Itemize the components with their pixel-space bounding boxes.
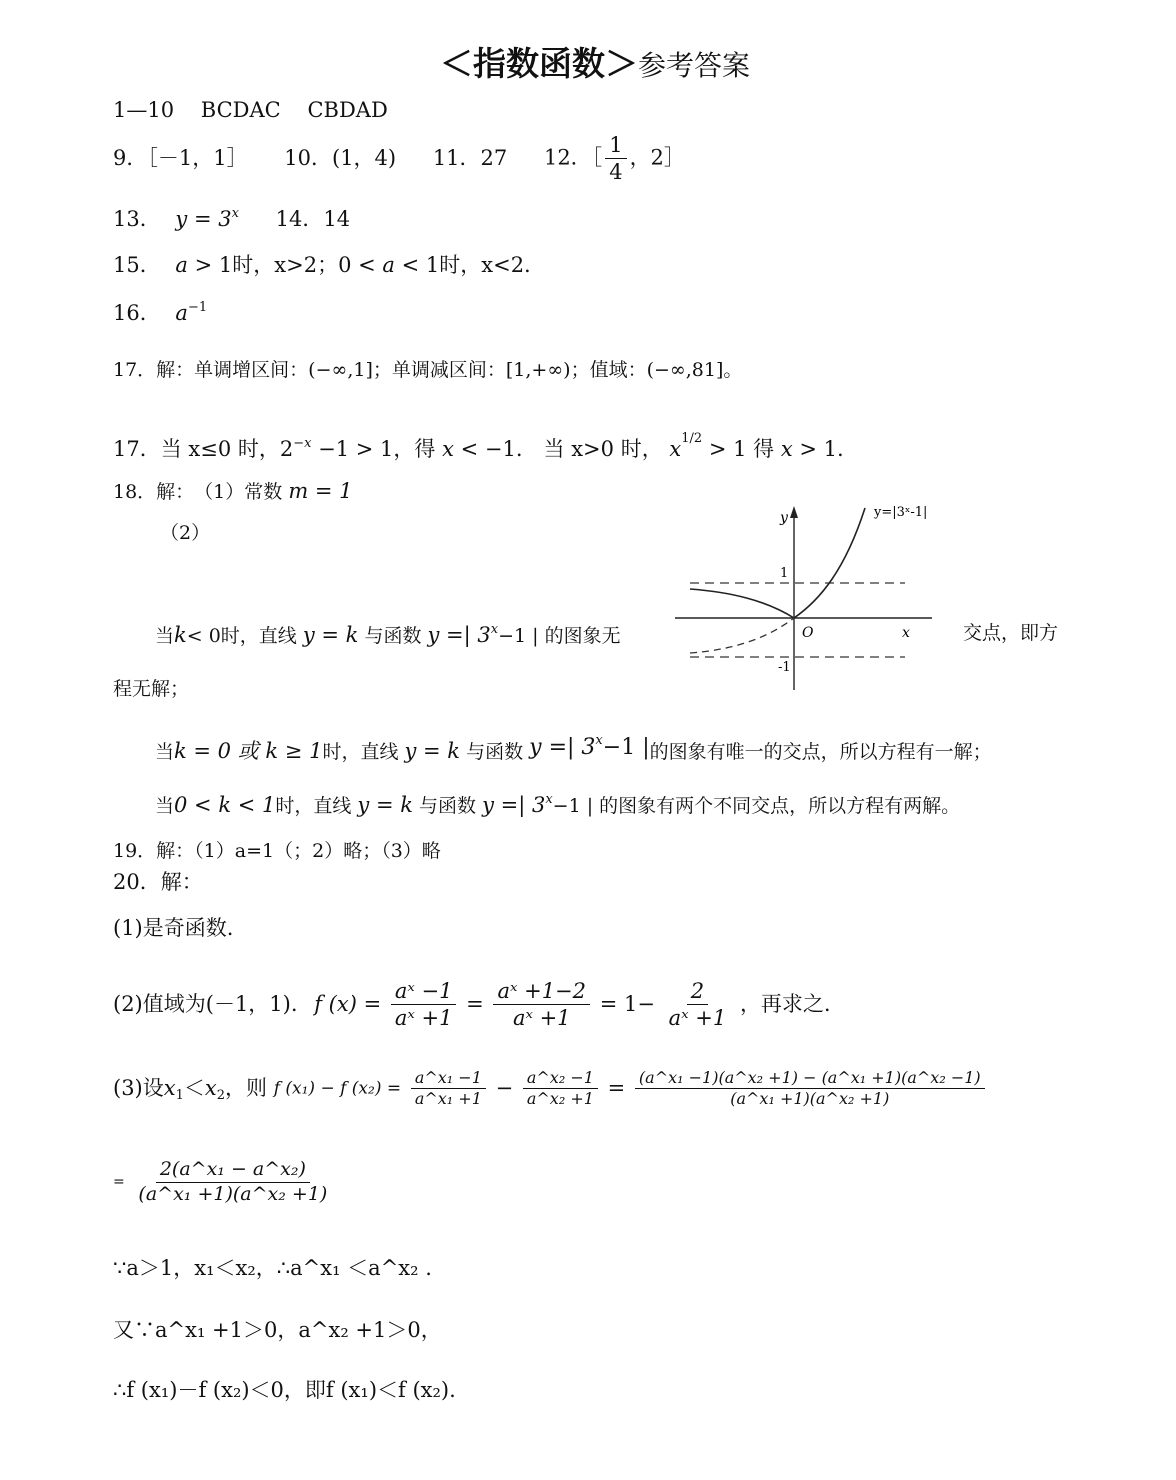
answer-13-expr: y = 3 bbox=[175, 207, 232, 231]
p3-lt: ＜ bbox=[183, 1075, 205, 1100]
p3-fraction-1 bbox=[411, 1068, 486, 1109]
case2-text5: 的图象有唯一的交点，所以方程有一解； bbox=[649, 741, 992, 763]
q18-part2-label: （2） bbox=[160, 522, 211, 544]
mc-range: 1—10 bbox=[113, 98, 175, 122]
answer-15-label: 15． bbox=[113, 253, 161, 277]
p2-f3-den: aˣ +1 bbox=[668, 1006, 727, 1031]
p3-f3-num: (a^x₁ −1)(a^x₂ +1) − (a^x₁ +1)(a^x₂ −1) bbox=[635, 1068, 985, 1089]
answer-16-label: 16． bbox=[113, 301, 161, 325]
case3-sup: x bbox=[545, 792, 553, 807]
answer-17b-sup1: −x bbox=[293, 436, 312, 451]
q18-case2 bbox=[155, 733, 992, 764]
p2-f1-num: aˣ −1 bbox=[391, 978, 457, 1005]
answer-line-17b bbox=[113, 431, 844, 462]
mc-group-1: BCDAC bbox=[200, 98, 281, 122]
answer-11: 11．27 bbox=[432, 146, 508, 171]
p3-x2: x bbox=[204, 1075, 217, 1100]
graph-neg-one-label: -1 bbox=[778, 660, 791, 675]
case1-text1: 当 bbox=[155, 625, 175, 647]
answer-line-15 bbox=[113, 253, 531, 278]
answer-16-a: a bbox=[175, 301, 188, 325]
answer-19: 19．解：（1）a=1（；2）略；（3）略 bbox=[113, 840, 441, 862]
answer-20-label: 20．解： bbox=[113, 870, 203, 894]
answer-17b-x1: x bbox=[442, 437, 454, 461]
answer-17b-text5: > 1. bbox=[799, 437, 844, 461]
p3-fraction-2 bbox=[523, 1068, 598, 1109]
answer-20-p1-text: (1)是奇函数. bbox=[113, 916, 234, 940]
case3-text1: 当 bbox=[155, 795, 175, 817]
answer-17b-text4: > 1 得 bbox=[708, 437, 775, 461]
answer-20-p2 bbox=[113, 978, 831, 1032]
case1-text4: −1 | 的图象无 bbox=[498, 625, 621, 647]
p3-text1: (3)设 bbox=[113, 1075, 164, 1100]
case3-text4: −1 | 的图象有两个不同交点，所以方程有两解。 bbox=[552, 795, 961, 817]
case1-k: k bbox=[174, 623, 187, 647]
case1-cont-text: 程无解； bbox=[113, 678, 190, 700]
case2-text1: 当 bbox=[155, 741, 175, 763]
p3-f2-num: a^x₂ −1 bbox=[523, 1068, 598, 1089]
p2-text1: (2)值域为(－1，1). bbox=[113, 992, 298, 1017]
answer-15-text2: < 1时，x<2. bbox=[401, 253, 531, 277]
q18-part2 bbox=[160, 522, 210, 545]
q18-graph bbox=[670, 500, 950, 695]
p2-fraction-3 bbox=[665, 978, 731, 1032]
q18-label: 18．解： （1）常数 bbox=[113, 481, 283, 503]
answer-20-p5 bbox=[113, 1256, 432, 1281]
p3-f1-num: a^x₁ −1 bbox=[411, 1068, 486, 1089]
case1-text3: 与函数 bbox=[364, 625, 422, 647]
p4-eq: = bbox=[113, 1173, 125, 1190]
p3-sub2: 2 bbox=[216, 1088, 225, 1103]
answer-line-13-14 bbox=[113, 206, 350, 232]
answer-17b-text1: 17．当 x≤0 时，2 bbox=[113, 437, 294, 461]
mc-group-2: CBDAD bbox=[307, 98, 388, 122]
p2-fraction-1 bbox=[391, 978, 457, 1032]
answer-17b-text2: −1 > 1，得 bbox=[318, 437, 436, 461]
answer-13-sup: x bbox=[231, 206, 239, 221]
p5-text: ∵a＞1，x₁＜x₂，∴a^x₁ ＜a^x₂ . bbox=[113, 1256, 432, 1280]
p2-eq2: = 1− bbox=[599, 992, 655, 1017]
answer-14: 14．14 bbox=[275, 207, 351, 231]
case1-line: y = k bbox=[302, 623, 359, 647]
q18-case1 bbox=[155, 622, 621, 648]
title-bold: ＜指数函数＞ bbox=[440, 44, 638, 83]
case2-text2: 时，直线 bbox=[322, 741, 399, 763]
answer-line-16 bbox=[113, 300, 207, 326]
p3-eq: = bbox=[607, 1075, 626, 1100]
graph-origin-label: O bbox=[802, 625, 814, 641]
p3-f1-den: a^x₁ +1 bbox=[414, 1089, 482, 1108]
case1-sup: x bbox=[490, 622, 499, 637]
answer-13-label: 13． bbox=[113, 207, 161, 231]
p6-text: 又∵a^x₁ +1＞0，a^x₂ +1＞0， bbox=[113, 1318, 442, 1342]
answer-line-mc bbox=[113, 98, 388, 123]
p4-fraction bbox=[134, 1158, 331, 1207]
answer-12-prefix: 12．［ bbox=[543, 145, 603, 170]
answer-line-19 bbox=[113, 840, 441, 863]
q18-m-expr: m = 1 bbox=[288, 479, 353, 503]
case3-line: y = k bbox=[357, 793, 413, 817]
case3-text2: 时，直线 bbox=[275, 795, 352, 817]
case2-text3: 与函数 bbox=[466, 741, 524, 763]
answer-line-9-12 bbox=[113, 132, 685, 186]
curve-right bbox=[794, 508, 865, 618]
curve-left bbox=[690, 589, 794, 618]
graph-one-label: 1 bbox=[780, 566, 789, 581]
answer-20-p3 bbox=[113, 1068, 988, 1109]
p4-den: (a^x₁ +1)(a^x₂ +1) bbox=[138, 1182, 328, 1205]
p3-fraction-3 bbox=[635, 1068, 985, 1109]
case3-text3: 与函数 bbox=[419, 795, 477, 817]
q18-case1-right bbox=[963, 622, 1058, 645]
answer-16-sup: −1 bbox=[187, 300, 208, 315]
q18-case1-cont bbox=[113, 678, 189, 701]
p3-minus: − bbox=[495, 1075, 514, 1100]
case1-text2: < 0时，直线 bbox=[186, 625, 297, 647]
graph-y-label: y bbox=[780, 510, 788, 526]
answer-15-b: a bbox=[382, 253, 395, 277]
case1-right-text: 交点，即方 bbox=[963, 622, 1059, 644]
answer-12-den: 4 bbox=[609, 160, 623, 185]
answer-17b-x2: x bbox=[669, 437, 682, 461]
p2-f2-num: aˣ +1−2 bbox=[493, 978, 590, 1005]
answer-20-p6 bbox=[113, 1318, 442, 1343]
answer-17b-text3: < −1. 当 x>0 时， bbox=[460, 437, 663, 461]
answer-12 bbox=[544, 132, 685, 186]
p2-f2-den: aˣ +1 bbox=[512, 1006, 571, 1031]
answer-17b-x3: x bbox=[780, 437, 793, 461]
p3-lhs: f (x₁) − f (x₂) = bbox=[273, 1078, 402, 1099]
case3-fn: y =| 3 bbox=[482, 793, 546, 817]
case2-text4: −1 | bbox=[602, 735, 650, 760]
q18-label-line bbox=[113, 479, 353, 504]
case2-sup: x bbox=[595, 733, 603, 748]
p2-text2: ，再求之. bbox=[739, 992, 831, 1017]
answer-12-num: 1 bbox=[605, 132, 626, 159]
page-title bbox=[440, 44, 750, 84]
curve-dashed bbox=[690, 618, 794, 653]
case3-cond: 0 < k < 1 bbox=[174, 793, 276, 817]
q18-case3 bbox=[155, 792, 960, 818]
answer-17a: 17．解：单调增区间：(−∞,1]；单调减区间：[1,+∞)；值域：(−∞,81]。 bbox=[113, 359, 743, 381]
p2-f1-den: aˣ +1 bbox=[394, 1006, 453, 1031]
answer-15-a: a bbox=[175, 253, 188, 277]
case2-fn: y =| 3 bbox=[529, 735, 596, 760]
p2-eq1: = bbox=[466, 992, 484, 1017]
answer-20-p1 bbox=[113, 916, 233, 941]
case2-cond: k = 0 或 k ≥ 1 bbox=[174, 739, 323, 763]
p3-x1: x bbox=[163, 1075, 176, 1100]
case2-line: y = k bbox=[404, 739, 461, 763]
answer-9: 9．［－1，1］ bbox=[113, 146, 248, 171]
title-normal: 参考答案 bbox=[638, 49, 751, 82]
y-axis-arrow-icon bbox=[790, 506, 798, 518]
p3-then: ，则 bbox=[225, 1075, 267, 1100]
graph-curve-label: y=|3ˣ-1| bbox=[874, 505, 928, 520]
answer-20-p4 bbox=[113, 1158, 334, 1207]
graph-x-label: x bbox=[902, 625, 910, 641]
p2-fraction-2 bbox=[493, 978, 590, 1032]
answer-line-20 bbox=[113, 870, 203, 895]
p3-sub1: 1 bbox=[175, 1088, 184, 1103]
answer-10: 10．(1，4) bbox=[284, 146, 397, 171]
p2-fx: f (x) = bbox=[314, 992, 382, 1017]
p2-f3-num: 2 bbox=[687, 978, 708, 1005]
answer-12-suffix: ，2］ bbox=[629, 145, 685, 170]
p4-num: 2(a^x₁ − a^x₂) bbox=[156, 1158, 310, 1183]
answer-20-p7 bbox=[113, 1378, 456, 1403]
answer-12-fraction bbox=[605, 132, 626, 186]
p3-f3-den: (a^x₁ +1)(a^x₂ +1) bbox=[730, 1089, 890, 1108]
answer-line-17a bbox=[113, 359, 742, 382]
answer-15-text1: > 1时，x>2；0 < bbox=[194, 253, 376, 277]
p3-f2-den: a^x₂ +1 bbox=[526, 1089, 594, 1108]
p7-text: ∴f (x₁)－f (x₂)＜0，即f (x₁)＜f (x₂). bbox=[113, 1378, 456, 1402]
case1-fn: y =| 3 bbox=[427, 623, 491, 647]
answer-17b-sup2: 1/2 bbox=[681, 431, 703, 446]
